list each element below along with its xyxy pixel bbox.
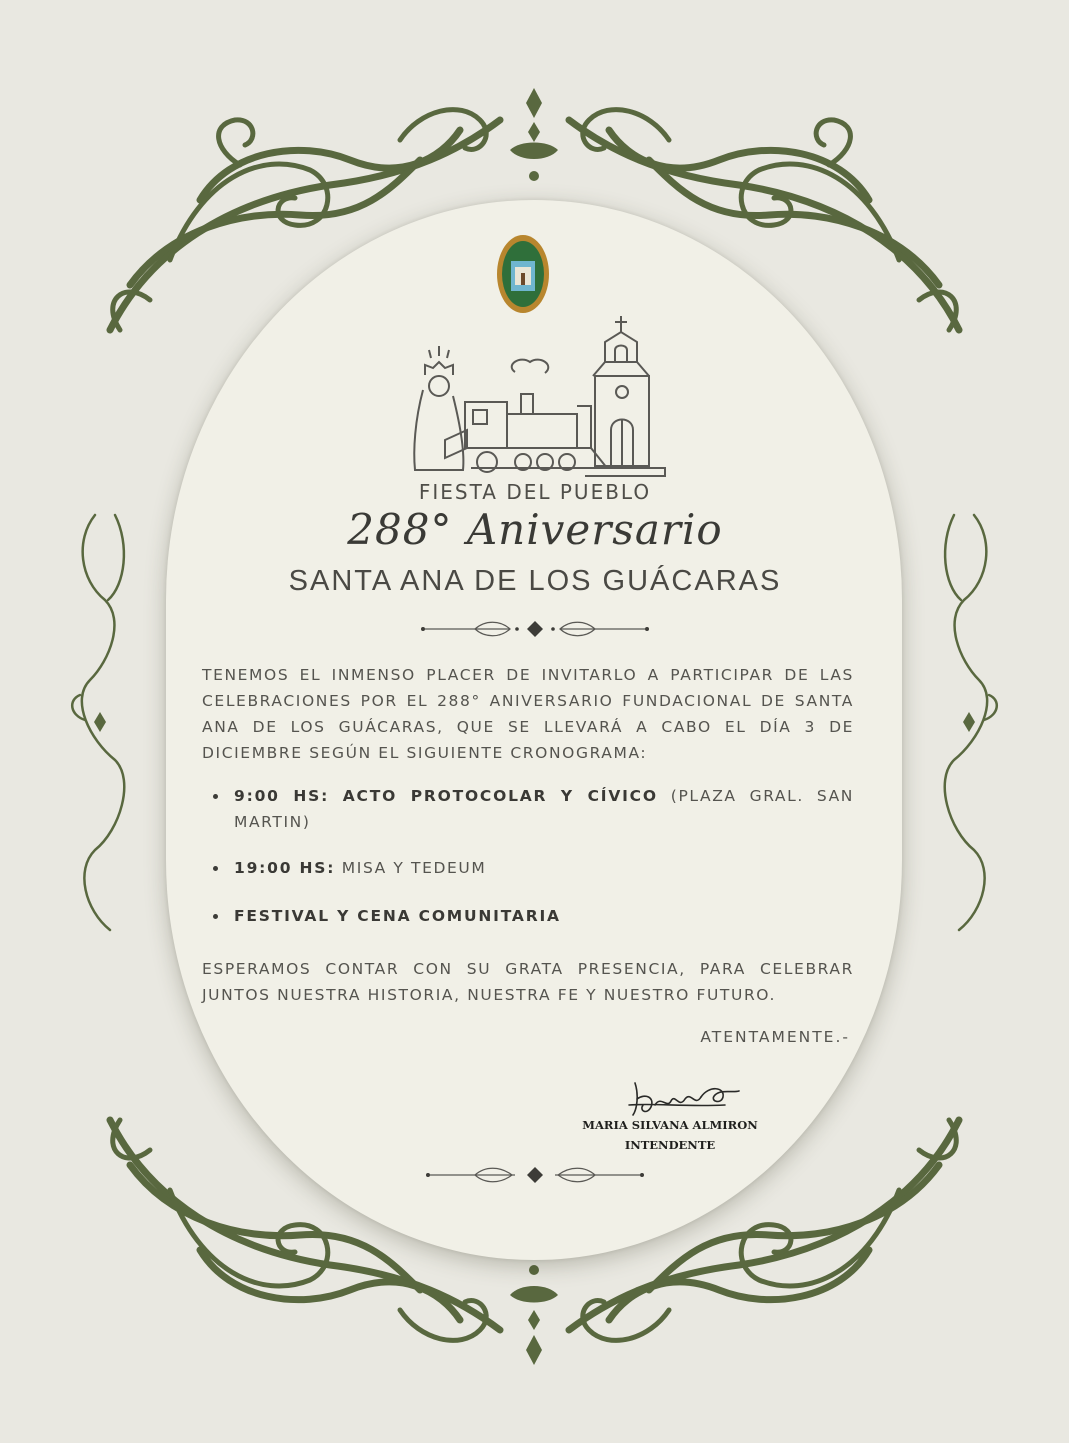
saint-figure-icon xyxy=(414,346,467,470)
schedule-detail: MISA Y TEDEUM xyxy=(335,859,487,877)
schedule-item xyxy=(202,783,854,835)
municipal-seal-icon xyxy=(495,233,551,315)
invitation-intro: TENEMOS EL INMENSO PLACER DE INVITARLO A PARTICIPAR DE LAS CELEBRACIONES POR EL 288° ANIVERSARIO FUNDACIONAL DE SANTA ANA DE LOS GUÁCARAS, QUE SE LLEVARÁ A CABO EL DÍA 3 DE DICIEMBRE SEGÚN EL SIGUIENTE CRONOGRAMA: xyxy=(202,666,854,762)
invitation-closing: ESPERAMOS CONTAR CON SU GRATA PRESENCIA, PARA CELEBRAR JUNTOS NUESTRA HISTORIA, NUESTRA FE Y NUESTRO FUTURO. xyxy=(202,960,854,1004)
signatory-role: INTENDENTE xyxy=(624,1138,716,1152)
decorative-divider-top xyxy=(415,618,655,640)
schedule-list xyxy=(202,783,854,929)
chapel-icon xyxy=(585,316,665,476)
schedule-item xyxy=(202,855,854,881)
anniversary-title: 288° Aniversario xyxy=(347,505,723,554)
schedule-time: FESTIVAL Y CENA COMUNITARIA xyxy=(234,907,561,925)
signatory-name: MARIA SILVANA ALMIRON xyxy=(582,1118,758,1132)
decorative-divider-bottom xyxy=(420,1164,650,1186)
town-illustration xyxy=(395,310,675,480)
regards-text: ATENTAMENTE.- xyxy=(700,1028,850,1046)
town-name: SANTA ANA DE LOS GUÁCARAS xyxy=(288,565,782,597)
signature-icon xyxy=(625,1075,745,1120)
schedule-time: 19:00 HS: xyxy=(234,859,336,877)
steam-train-icon xyxy=(465,360,607,472)
schedule-time: 9:00 HS: ACTO PROTOCOLAR Y CÍVICO xyxy=(234,787,658,805)
event-name: FIESTA DEL PUEBLO xyxy=(418,480,652,504)
schedule-item xyxy=(202,903,854,929)
schedule-detail: (PLAZA GRAL. SAN MARTIN) xyxy=(234,787,854,831)
